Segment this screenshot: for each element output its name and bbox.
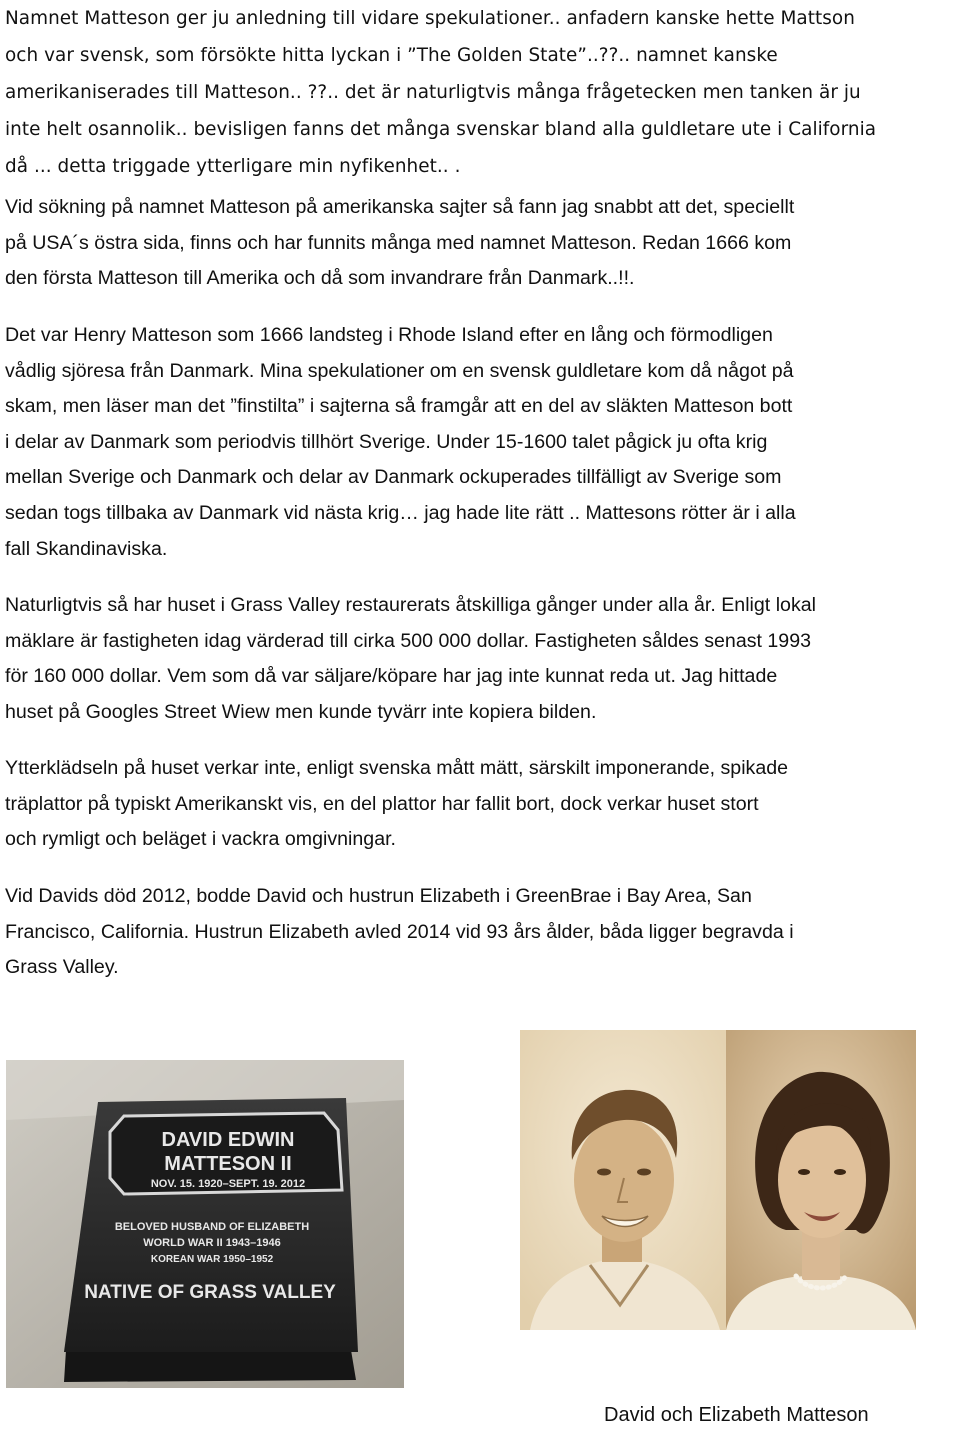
text-line: och var svensk, som försökte hitta lyckan i ”The Golden State”..??.. namnet kanske — [5, 45, 778, 66]
headstone-image — [6, 1060, 404, 1388]
elizabeth-portrait-image — [726, 1030, 916, 1330]
headstone-epitaph-4: NATIVE OF GRASS VALLEY — [84, 1282, 336, 1303]
david-portrait — [520, 1030, 726, 1330]
paragraph-henry-matteson — [5, 318, 957, 567]
text-line: Grass Valley. — [5, 956, 119, 979]
text-line: Ytterklädseln på huset verkar inte, enligt svenska mått mätt, särskilt imponerande, spikade — [5, 757, 789, 779]
text-line: huset på Googles Street Wiew men kunde tyvärr inte kopiera bilden. — [5, 700, 597, 723]
text-line: sedan togs tillbaka av Danmark vid nästa krig… jag hade lite rätt .. Mattesons rötter är i alla — [5, 501, 796, 524]
photo-row — [0, 1030, 960, 1370]
paragraph-house-grass-valley — [5, 588, 957, 730]
text-line: Det var Henry Matteson som 1666 landsteg i Rhode Island efter en lång och förmodligen — [5, 324, 773, 346]
text-line: i delar av Danmark som periodvis tillhört Sverige. Under 15-1600 talet pågick ju ofta krig — [5, 430, 768, 453]
paragraph-house-exterior — [5, 751, 957, 858]
photo-caption: David och Elizabeth Matteson — [604, 1404, 869, 1426]
paragraph-david-death — [5, 879, 957, 986]
elizabeth-portrait — [726, 1030, 916, 1330]
paragraph-matteson-search — [5, 190, 957, 297]
text-line: vådlig sjöresa från Danmark. Mina spekulationer om en svensk guldletare kom då något på — [5, 359, 794, 382]
david-portrait-image — [520, 1030, 726, 1330]
text-line: skam, men läser man det ”finstilta” i sajterna så framgår att en del av släkten Matteson bott — [5, 395, 793, 418]
headstone-dates: NOV. 15. 1920–SEPT. 19. 2012 — [150, 1178, 306, 1190]
headstone-epitaph-2: WORLD WAR II 1943–1946 — [143, 1237, 281, 1249]
text-line: mäklare är fastigheten idag värderad till cirka 500 000 dollar. Fastigheten såldes senast 1993 — [5, 629, 812, 652]
headstone-epitaph-3: KOREAN WAR 1950–1952 — [150, 1254, 274, 1265]
headstone-epitaph-1: BELOVED HUSBAND OF ELIZABETH — [114, 1221, 310, 1233]
headstone-photo — [6, 1060, 404, 1388]
intro-paragraph — [5, 0, 957, 185]
headstone-name-line-2: MATTESON II — [164, 1153, 292, 1175]
text-line: på USA´s östra sida, finns och har funnits många med namnet Matteson. Redan 1666 kom — [5, 231, 792, 254]
headstone-name-line-1: DAVID EDWIN — [161, 1129, 295, 1151]
text-line: mellan Sverige och Danmark och delar av Danmark ockuperades tillfälligt av Sverige som — [5, 466, 782, 489]
text-line: fall Skandinaviska. — [5, 537, 168, 560]
text-line: amerikaniserades till Matteson.. ??.. det är naturligtvis många frågetecken men tanken är ju — [5, 82, 861, 103]
text-line: inte helt osannolik.. bevisligen fanns det många svenskar bland alla guldletare ute i California — [5, 119, 877, 140]
text-line: Vid Davids död 2012, bodde David och hustrun Elizabeth i GreenBrae i Bay Area, San — [5, 885, 752, 907]
text-line: Namnet Matteson ger ju anledning till vidare spekulationer.. anfadern kanske hette Mattson — [5, 8, 855, 29]
text-line: Naturligtvis så har huset i Grass Valley restaurerats åtskilliga gånger under alla år. Enligt lokal — [5, 594, 816, 616]
text-line: den första Matteson till Amerika och då som invandrare från Danmark..!!. — [5, 267, 635, 290]
text-line: Francisco, California. Hustrun Elizabeth avled 2014 vid 93 års ålder, båda ligger begravda i — [5, 920, 794, 943]
text-line: Vid sökning på namnet Matteson på amerikanska sajter så fann jag snabbt att det, speciellt — [5, 196, 795, 218]
text-line: och rymligt och beläget i vackra omgivningar. — [5, 828, 396, 851]
text-line: då ... detta triggade ytterligare min nyfikenhet.. . — [5, 156, 461, 177]
text-line: för 160 000 dollar. Vem som då var säljare/köpare har jag inte kunnat reda ut. Jag hittade — [5, 665, 778, 688]
text-line: träplattor på typiskt Amerikanskt vis, en del plattor har fallit bort, dock verkar huset stort — [5, 792, 759, 815]
